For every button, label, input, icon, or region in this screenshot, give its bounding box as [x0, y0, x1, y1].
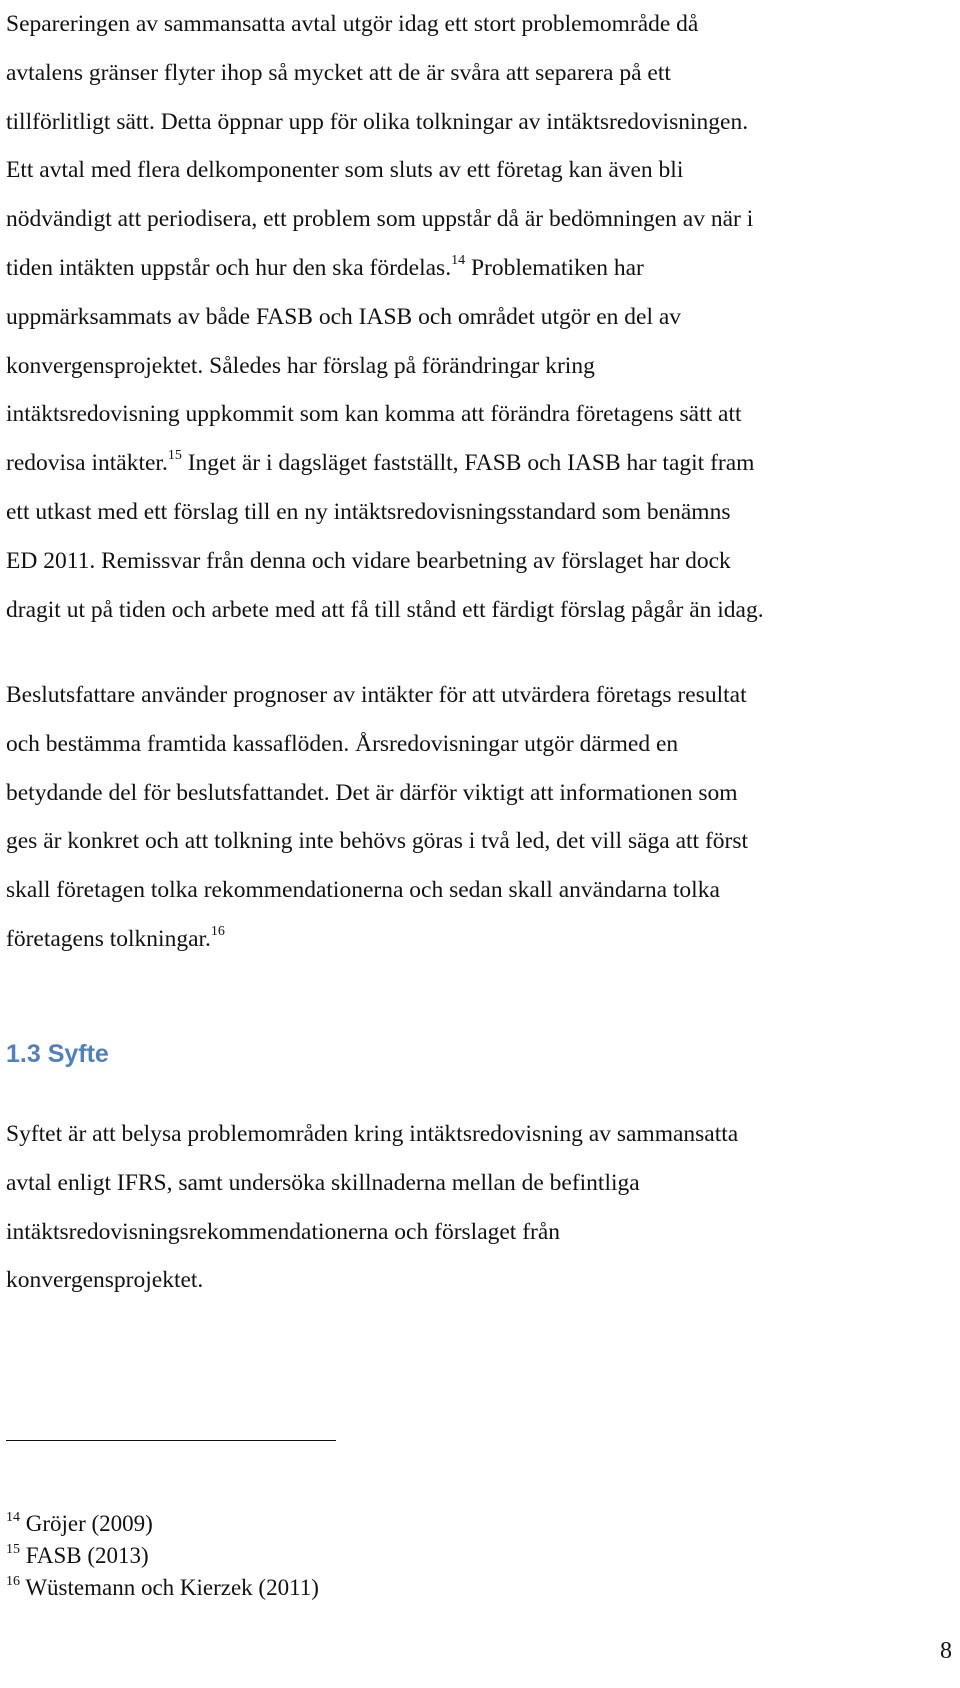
paragraph-separation — [6, 0, 956, 634]
footnote — [6, 1540, 319, 1572]
text-line: nödvändigt att periodisera, ett problem som uppstår då är bedömningen av när i — [6, 206, 754, 233]
text-segment: tiden intäkten uppstår och hur den ska fördelas. — [6, 254, 452, 281]
text-line: konvergensprojektet. Således har förslag på förändringar kring — [6, 352, 595, 379]
footnote-reference[interactable]: 16 — [210, 924, 225, 940]
text-line: konvergensprojektet. — [6, 1267, 204, 1294]
page-number: 8 — [940, 1638, 952, 1664]
text-line: Ett avtal med flera delkomponenter som sluts av ett företag kan även bli — [6, 157, 684, 184]
footnote-number: 16 — [6, 1574, 20, 1590]
text-line: intäktsredovisning uppkommit som kan komma att förändra företagens sätt att — [6, 401, 742, 428]
text-line: uppmärksammats av både FASB och IASB och området utgör en del av — [6, 303, 682, 330]
footnote — [6, 1572, 319, 1604]
text-line: intäktsredovisningsrekommendationerna och förslaget från — [6, 1218, 561, 1245]
text-segment: Problematiken har — [465, 254, 644, 281]
text-line: avtal enligt IFRS, samt undersöka skillnaderna mellan de befintliga — [6, 1169, 640, 1196]
footnotes — [6, 1508, 319, 1604]
footnote-separator — [6, 1440, 336, 1441]
text-line: Separeringen av sammansatta avtal utgör idag ett stort problemområde då — [6, 11, 699, 37]
footnote-text: Wüstemann och Kierzek (2011) — [20, 1575, 319, 1600]
text-line — [6, 915, 956, 964]
text-line: tillförlitligt sätt. Detta öppnar upp för olika tolkningar av intäktsredovisningen. — [6, 108, 749, 135]
text-line — [6, 439, 956, 488]
text-line: ges är konkret och att tolkning inte behövs göras i två led, det vill säga att först — [6, 828, 749, 855]
footnote — [6, 1508, 319, 1540]
text-segment: Inget är i dagsläget fastställt, FASB och IASB har tagit fram — [181, 450, 755, 477]
footnote-number: 15 — [6, 1542, 20, 1558]
text-line: Syftet är att belysa problemområden kring intäktsredovisning av sammansatta — [6, 1121, 739, 1147]
text-segment: företagens tolkningar. — [6, 925, 211, 952]
section-heading: 1.3 Syfte — [6, 1040, 109, 1068]
paragraph-decision-makers — [6, 671, 956, 964]
text-line: skall företagen tolka rekommendationerna och sedan skall användarna tolka — [6, 877, 720, 904]
footnote-number: 14 — [6, 1510, 20, 1526]
text-line: ett utkast med ett förslag till en ny intäktsredovisningsstandard som benämns — [6, 498, 731, 525]
text-line: avtalens gränser flyter ihop så mycket att de är svåra att separera på ett — [6, 59, 671, 86]
text-line: dragit ut på tiden och arbete med att få till stånd ett färdigt förslag pågår än idag. — [6, 596, 764, 623]
footnote-text: Gröjer (2009) — [20, 1511, 153, 1536]
text-line: Beslutsfattare använder prognoser av intäkter för att utvärdera företags resultat — [6, 682, 747, 708]
text-line — [6, 244, 956, 293]
footnote-reference[interactable]: 14 — [451, 253, 466, 269]
text-segment: redovisa intäkter. — [6, 450, 168, 477]
text-line: ED 2011. Remissvar från denna och vidare bearbetning av förslaget har dock — [6, 547, 731, 574]
text-line: och bestämma framtida kassaflöden. Årsredovisningar utgör därmed en — [6, 730, 679, 757]
footnote-reference[interactable]: 15 — [167, 448, 182, 464]
footnote-text: FASB (2013) — [20, 1543, 149, 1568]
text-line: betydande del för beslutsfattandet. Det är därför viktigt att informationen som — [6, 779, 738, 806]
paragraph-purpose — [6, 1110, 956, 1305]
